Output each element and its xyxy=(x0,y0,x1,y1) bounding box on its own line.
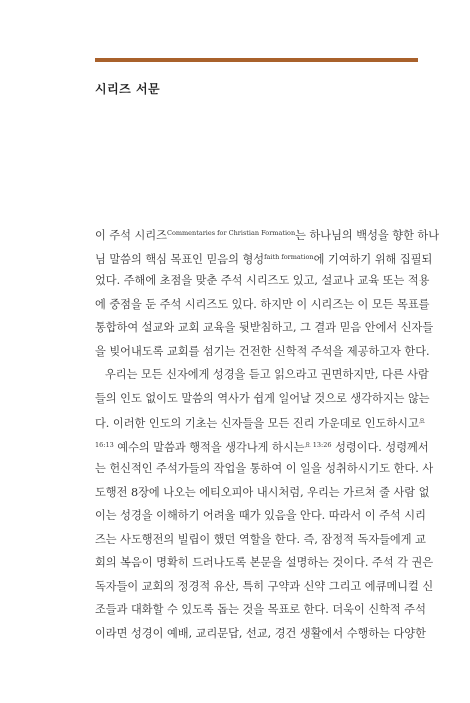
superscript-note: 16:13 xyxy=(95,440,114,449)
text-run: 에 중점을 둔 주석 시리즈도 있다. 하지만 이 시리즈는 이 모든 목표를 xyxy=(95,297,430,311)
text-run: 독자들이 교회의 정경적 유산, 특히 구약과 신약 그리고 에큐메니컬 신 xyxy=(95,579,434,593)
text-line xyxy=(95,387,430,411)
text-run: 회의 복음이 명확히 드러나도록 본문을 설명하는 것이다. 주석 각 권은 xyxy=(95,556,434,569)
text-line xyxy=(95,622,426,646)
text-line xyxy=(95,363,429,387)
text-line xyxy=(95,504,426,528)
text-run: 우리는 모든 신자에게 성경을 듣고 읽으라고 권면하지만, 다른 사람 xyxy=(105,368,429,381)
text-run: 님 말씀의 핵심 목표인 믿음의 형성 xyxy=(95,252,265,266)
text-run: 이 주석 시리즈 xyxy=(95,229,167,242)
text-run: 이라면 성경이 예배, 교리문답, 선교, 경건 생활에서 수행하는 다양한 xyxy=(95,626,426,640)
text-run: 는 하나님의 백성을 향한 하나 xyxy=(295,229,440,242)
text-run: 성령이다. 성령께서 xyxy=(331,440,429,454)
text-line xyxy=(95,222,440,246)
text-run: 다. 이러한 인도의 기초는 신자들을 모든 진리 가운데로 인도하시고 xyxy=(95,417,419,430)
text-line xyxy=(95,575,434,599)
text-run: 을 빚어내도록 교회를 섬기는 건전한 신학적 주석을 제공하고자 한다. xyxy=(95,344,430,358)
superscript-note: 요 13:26 xyxy=(304,440,332,449)
text-line xyxy=(95,246,433,270)
text-run: 도행전 8장에 나오는 에티오피아 내시처럼, 우리는 가르쳐 줄 사람 없 xyxy=(95,485,430,499)
text-run: 들의 인도 없이도 말씀의 역사가 쉽게 일어날 것으로 생각하지는 않는 xyxy=(95,391,430,405)
text-run: 예수의 말씀과 행적을 생각나게 하시는 xyxy=(113,440,305,454)
superscript-note: 요 xyxy=(418,417,426,425)
body-text xyxy=(95,222,440,645)
text-run: 통합하여 설교와 교회 교육을 뒷받침하고, 그 결과 믿음 안에서 신자들 xyxy=(95,321,434,334)
text-line xyxy=(95,316,434,340)
superscript-note: faith formation xyxy=(264,252,314,261)
top-rule xyxy=(95,58,418,62)
text-run: 었다. 주해에 초점을 맞춘 주석 시리즈도 있고, 설교나 교육 또는 적용 xyxy=(95,274,430,287)
text-line xyxy=(95,434,429,458)
text-line xyxy=(95,340,430,364)
text-run: 즈는 사도행전의 빌립이 했던 역할을 한다. 즉, 잠정적 독자들에게 교 xyxy=(95,532,426,546)
superscript-note: Commentaries for Christian Formation xyxy=(166,229,296,237)
text-run: 조들과 대화할 수 있도록 돕는 것을 목표로 한다. 더욱이 신학적 주석 xyxy=(95,603,426,616)
text-run: 에 기여하기 위해 집필되 xyxy=(313,252,433,266)
text-line xyxy=(95,481,430,505)
text-run: 는 헌신적인 주석가들의 작업을 통하여 이 일을 성취하시기도 한다. 사 xyxy=(95,462,434,475)
text-line xyxy=(95,457,434,481)
text-line xyxy=(95,598,426,622)
text-run: 이는 성경을 이해하기 어려울 때가 있음을 안다. 따라서 이 주석 시리 xyxy=(95,509,426,522)
text-line xyxy=(95,528,426,552)
text-line xyxy=(95,293,430,317)
text-line xyxy=(95,269,430,293)
section-title: 시리즈 서문 xyxy=(95,82,161,96)
text-line xyxy=(95,551,434,575)
text-line xyxy=(95,410,426,434)
